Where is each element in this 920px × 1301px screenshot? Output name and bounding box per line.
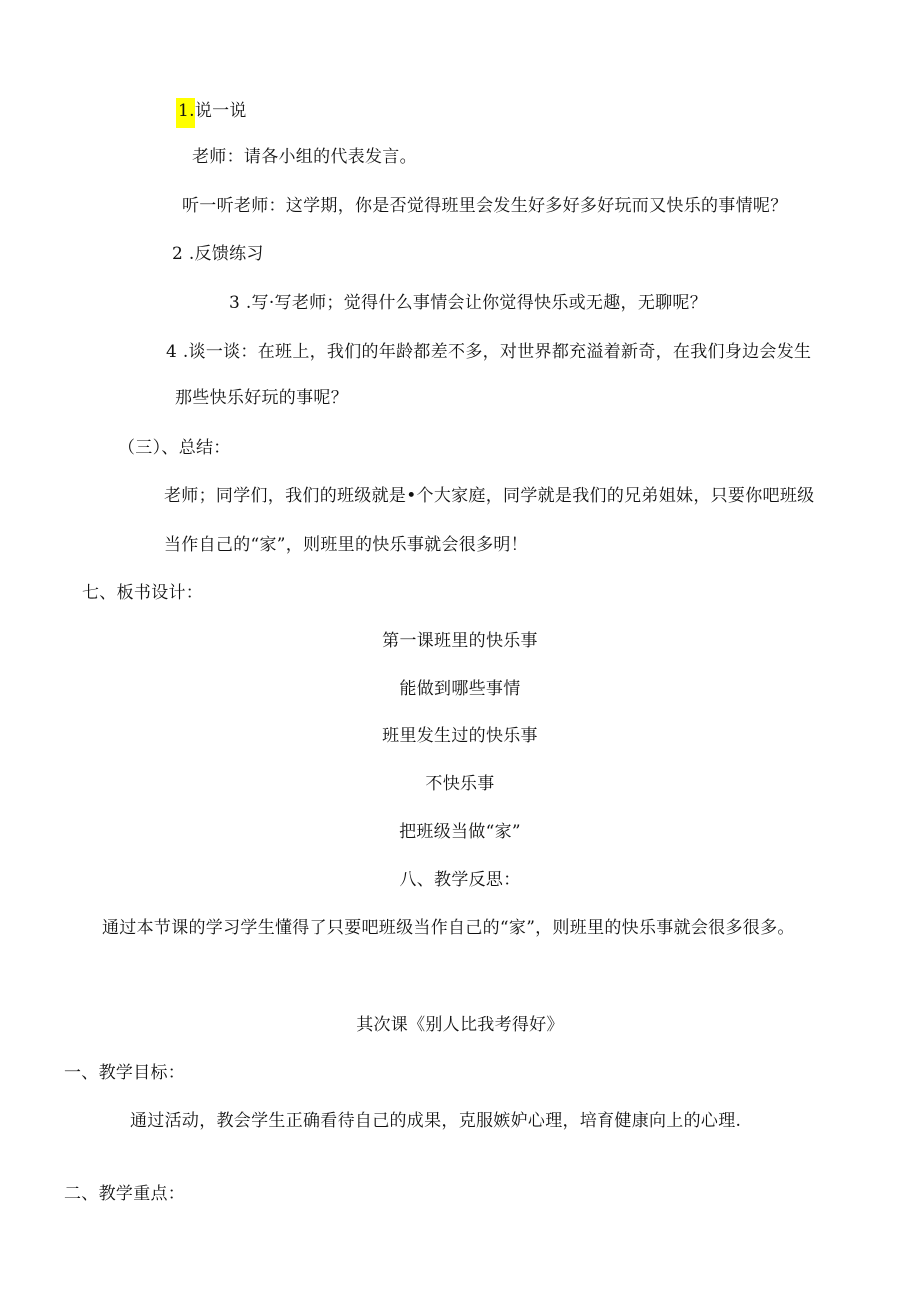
item1-number-highlight: 1. — [176, 98, 195, 128]
board-item: 不快乐事 — [425, 774, 495, 794]
summary-heading: （三）、总结： — [118, 438, 231, 458]
summary-line1: 老师；同学们，我们的班级就是•个大家庭，同学就是我们的兄弟姐妹，只要你吧班级 — [164, 486, 815, 506]
goal-text: 通过活动，教会学生正确看待自己的成果，克服嫉妒心理，培育健康向上的心理. — [130, 1111, 742, 1131]
board-item: 班里发生过的快乐事 — [382, 726, 538, 746]
goal-heading: 一、教学目标： — [64, 1063, 186, 1083]
reflection-text: 通过本节课的学习学生懂得了只要吧班级当作自己的“家”，则班里的快乐事就会很多很多。 — [102, 918, 795, 938]
teacher-prompt: 老师：请各小组的代表发言。 — [192, 147, 417, 167]
summary-line2: 当作自己的“家”，则班里的快乐事就会很多明！ — [164, 535, 528, 555]
focus-heading: 二、教学重点： — [64, 1184, 186, 1204]
item2-feedback: 2 .反馈练习 — [172, 244, 264, 264]
board-item: 把班级当做“家” — [399, 822, 521, 842]
item3-write: 3 .写·写老师；觉得什么事情会让你觉得快乐或无趣，无聊呢？ — [229, 293, 708, 313]
listen-line: 听一听老师：这学期，你是否觉得班里会发生好多好多好玩而又快乐的事情呢？ — [182, 196, 788, 216]
lesson2-title: 其次课《别人比我考得好》 — [356, 1015, 564, 1035]
board-design-heading: 七、板书设计： — [82, 583, 204, 603]
item4-talk-line2: 那些快乐好玩的事呢？ — [175, 388, 348, 408]
item1-heading — [176, 98, 247, 128]
item4-talk-line1: 4 .谈一谈：在班上，我们的年龄都差不多，对世界都充溢着新奇，在我们身边会发生 — [166, 342, 812, 362]
board-item: 能做到哪些事情 — [399, 679, 521, 699]
reflection-heading: 八、教学反思： — [399, 870, 521, 890]
board-item-title: 第一课班里的快乐事 — [382, 631, 538, 651]
item1-title: 说一说 — [194, 101, 247, 121]
